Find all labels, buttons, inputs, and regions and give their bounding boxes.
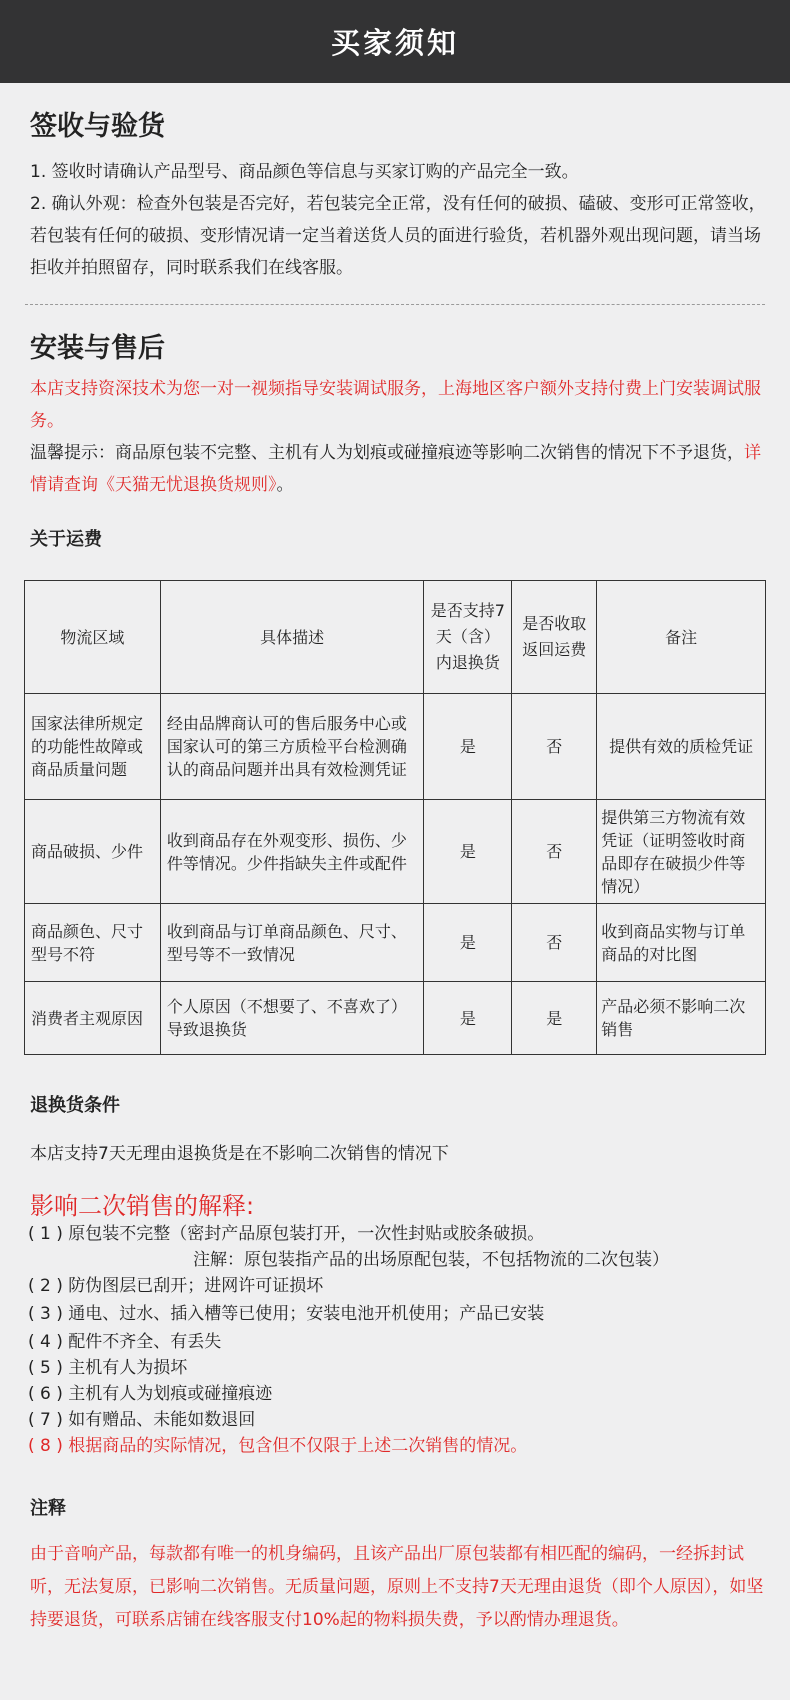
table-row xyxy=(25,982,766,1055)
shipping-title: 关于运费 xyxy=(30,529,102,550)
list-item: ( 8 ) 根据商品的实际情况，包含但不仅限于上述二次销售的情况。 xyxy=(28,1436,528,1456)
list-item-note: 注解：原包装指产品的出场原配包装，不包括物流的二次包装） xyxy=(193,1250,669,1270)
resale-title: 影响二次销售的解释: xyxy=(30,1192,255,1220)
install-tip xyxy=(30,437,770,501)
install-service-text: 本店支持资深技术为您一对一视频指导安装调试服务，上海地区客户额外支持付费上门安装调试服务。 xyxy=(30,379,761,431)
section-divider xyxy=(25,304,765,305)
notes-title: 注释 xyxy=(30,1498,66,1519)
row-area: 消费者主观原因 xyxy=(25,982,161,1055)
receiving-item-2: 2. 确认外观：检查外包装是否完好，若包装完全正常，没有任何的破损、磕破、变形可正常签收，若包装有任何的破损、变形情况请一定当着送货人员的面进行验货，若机器外观出现问题，请当场拒收并拍照留存，同时联系我们在线客服。 xyxy=(30,194,766,278)
row-area: 商品颜色、尺寸型号不符 xyxy=(25,904,161,982)
header-return-fee: 是否收取返回运费 xyxy=(512,581,597,694)
row-description: 收到商品与订单商品颜色、尺寸、型号等不一致情况 xyxy=(160,904,424,982)
row-description: 收到商品存在外观变形、损伤、少件等情况。少件指缺失主件或配件 xyxy=(160,800,424,904)
row-7day-return: 是 xyxy=(424,982,512,1055)
row-area: 商品破损、少件 xyxy=(25,800,161,904)
install-tip-suffix: 。 xyxy=(276,475,294,495)
table-row xyxy=(25,800,766,904)
row-note: 产品必须不影响二次销售 xyxy=(597,982,766,1055)
install-title: 安装与售后 xyxy=(30,333,165,364)
notes-text: 由于音响产品，每款都有唯一的机身编码，且该产品出厂原包装都有相匹配的编码，一经拆封试听，无法复原，已影响二次销售。无质量问题，原则上不支持7天无理由退货（即个人原因），如坚持要退货，可联系店铺在线客服支付10%起的物料损失费，予以酌情办理退货。 xyxy=(30,1544,764,1630)
table-row xyxy=(25,904,766,982)
header-area: 物流区域 xyxy=(25,581,161,694)
list-item: ( 2 ) 防伪图层已刮开；进网许可证损坏 xyxy=(28,1276,324,1296)
row-7day-return: 是 xyxy=(424,694,512,800)
conditions-text: 本店支持7天无理由退换货是在不影响二次销售的情况下 xyxy=(30,1144,449,1164)
header-description: 具体描述 xyxy=(160,581,424,694)
row-7day-return: 是 xyxy=(424,800,512,904)
table-header-row xyxy=(25,581,766,694)
list-item: ( 3 ) 通电、过水、插入槽等已使用；安装电池开机使用；产品已安装 xyxy=(28,1304,545,1324)
row-note: 收到商品实物与订单商品的对比图 xyxy=(597,904,766,982)
returns-policy-link[interactable]: 详情请查询《天猫无忧退换货规则》 xyxy=(30,443,761,495)
row-description: 经由品牌商认可的售后服务中心或国家认可的第三方质检平台检测确认的商品问题并出具有效检测凭证 xyxy=(160,694,424,800)
row-return-fee: 否 xyxy=(512,694,597,800)
row-description: 个人原因（不想要了、不喜欢了）导致退换货 xyxy=(160,982,424,1055)
row-return-fee: 否 xyxy=(512,904,597,982)
row-area: 国家法律所规定的功能性故障或商品质量问题 xyxy=(25,694,161,800)
row-note: 提供有效的质检凭证 xyxy=(597,694,766,800)
page-title: 买家须知 xyxy=(330,26,459,60)
list-item: ( 5 ) 主机有人为损坏 xyxy=(28,1358,188,1378)
receiving-item-1: 1. 签收时请确认产品型号、商品颜色等信息与买家订购的产品完全一致。 xyxy=(30,162,579,182)
install-tip-prefix: 温馨提示：商品原包装不完整、主机有人为划痕或碰撞痕迹等影响二次销售的情况下不予退货， xyxy=(30,443,744,463)
conditions-title: 退换货条件 xyxy=(30,1095,120,1116)
list-item: ( 7 ) 如有赠品、未能如数退回 xyxy=(28,1410,256,1430)
row-7day-return: 是 xyxy=(424,904,512,982)
row-return-fee: 否 xyxy=(512,800,597,904)
row-return-fee: 是 xyxy=(512,982,597,1055)
shipping-table xyxy=(24,580,766,1055)
header-note: 备注 xyxy=(597,581,766,694)
receiving-title: 签收与验货 xyxy=(30,111,165,142)
table-row xyxy=(25,694,766,800)
list-item: ( 4 ) 配件不齐全、有丢失 xyxy=(28,1332,222,1352)
header-7day-return: 是否支持7天（含）内退换货 xyxy=(424,581,512,694)
resale-list xyxy=(28,1221,768,1459)
row-note: 提供第三方物流有效凭证（证明签收时商品即存在破损少件等情况） xyxy=(597,800,766,904)
page-header xyxy=(0,0,790,83)
list-item: ( 1 ) 原包装不完整（密封产品原包装打开，一次性封贴或胶条破损。 xyxy=(28,1224,545,1244)
list-item: ( 6 ) 主机有人为划痕或碰撞痕迹 xyxy=(28,1384,273,1404)
